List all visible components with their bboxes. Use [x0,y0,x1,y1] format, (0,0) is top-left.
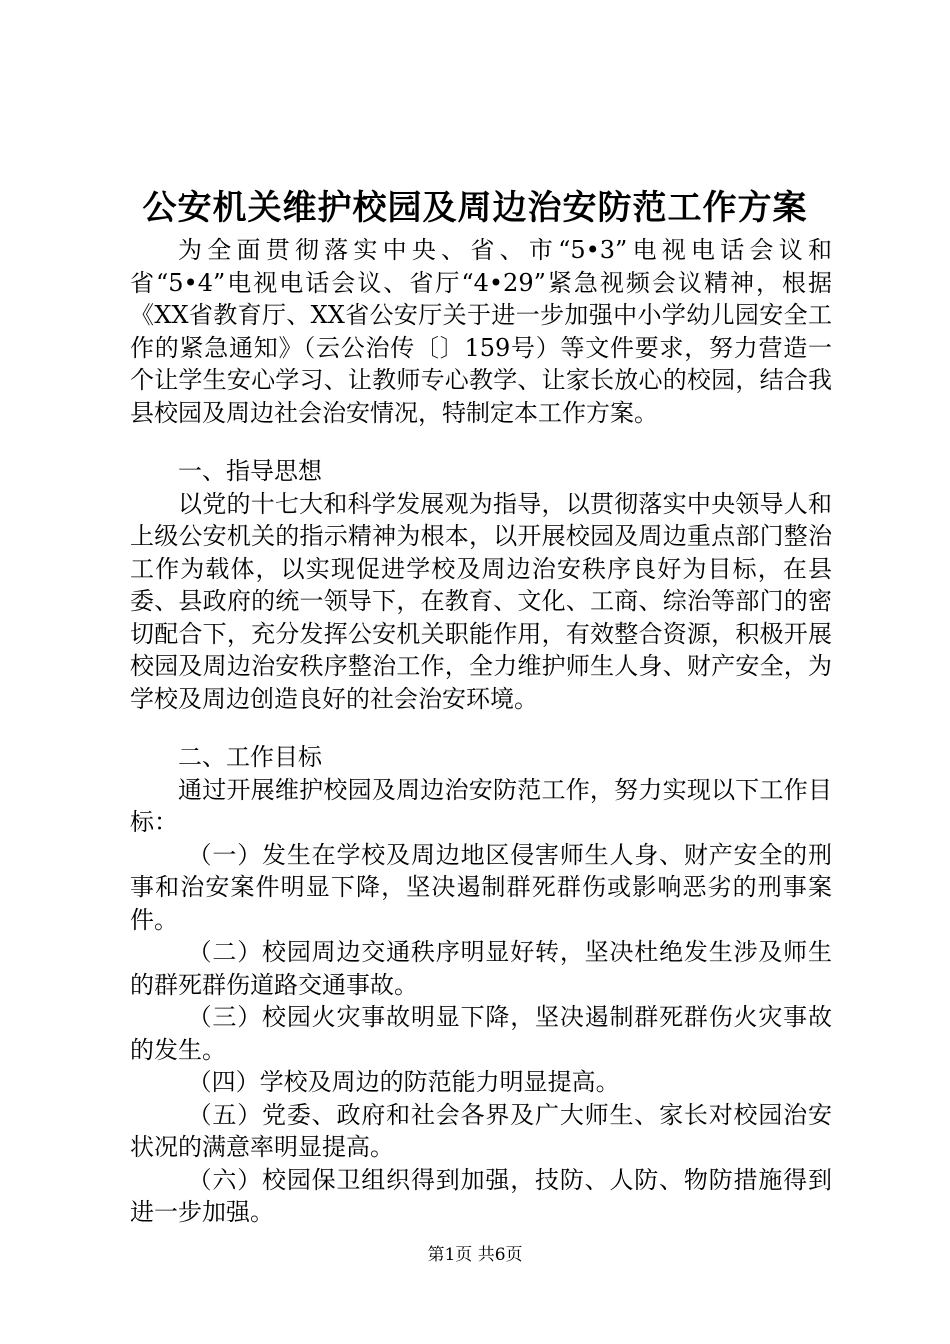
section-heading-guiding-ideology: 一、指导思想 [178,457,322,485]
section-heading-work-goals: 二、工作目标 [178,743,322,771]
intro-paragraph: 为全面贯彻落实中央、省、市“5•3”电视电话会议和省“5•4”电视电话会议、省厅“4•29”紧急视频会议精神，根据《XX省教育厅、XX省公安厅关于进一步加强中小学幼儿园安全工作的紧急通知》（云公治传〔〕159号）等文件要求，努力营造一个让学生安心学习、让教师专心教学、让家长放心的校园，结合我县校园及周边社会治安情况，特制定本工作方案。 [130,236,832,427]
document-body [130,234,832,1229]
goal-item: （四）学校及周边的防范能力明显提高。 [187,1068,620,1096]
goal-item: （五）党委、政府和社会各界及广大师生、家长对校园治安状况的满意率明显提高。 [130,1100,832,1161]
goal-item: （一）发生在学校及周边地区侵害师生人身、财产安全的刑事和治安案件明显下降，坚决遏制群死群伤或影响恶劣的刑事案件。 [130,840,832,934]
goal-item: （六）校园保卫组织得到加强，技防、人防、物防措施得到进一步加强。 [130,1165,832,1226]
page-number-footer: 第1页 共6页 [427,1245,523,1265]
document-title: 公安机关维护校园及周边治安防范工作方案 [142,188,808,228]
goal-item: （三）校园火灾事故明显下降，坚决遏制群死群伤火灾事故的发生。 [130,1003,832,1064]
goal-item: （二）校园周边交通秩序明显好转，坚决杜绝发生涉及师生的群死群伤道路交通事故。 [130,938,832,999]
section-paragraph-work-goals: 通过开展维护校园及周边治安防范工作，努力实现以下工作目标： [130,775,832,836]
section-paragraph-guiding-ideology: 以党的十七大和科学发展观为指导，以贯彻落实中央领导人和上级公安机关的指示精神为根本，以开展校园及周边重点部门整治工作为载体，以实现促进学校及周边治安秩序良好为目标，在县委、县政府的统一领导下，在教育、文化、工商、综治等部门的密切配合下，充分发挥公安机关职能作用，有效整合资源，积极开展校园及周边治安秩序整治工作，全力维护师生人身、财产安全，为学校及周边创造良好的社会治安环境。 [130,489,832,713]
